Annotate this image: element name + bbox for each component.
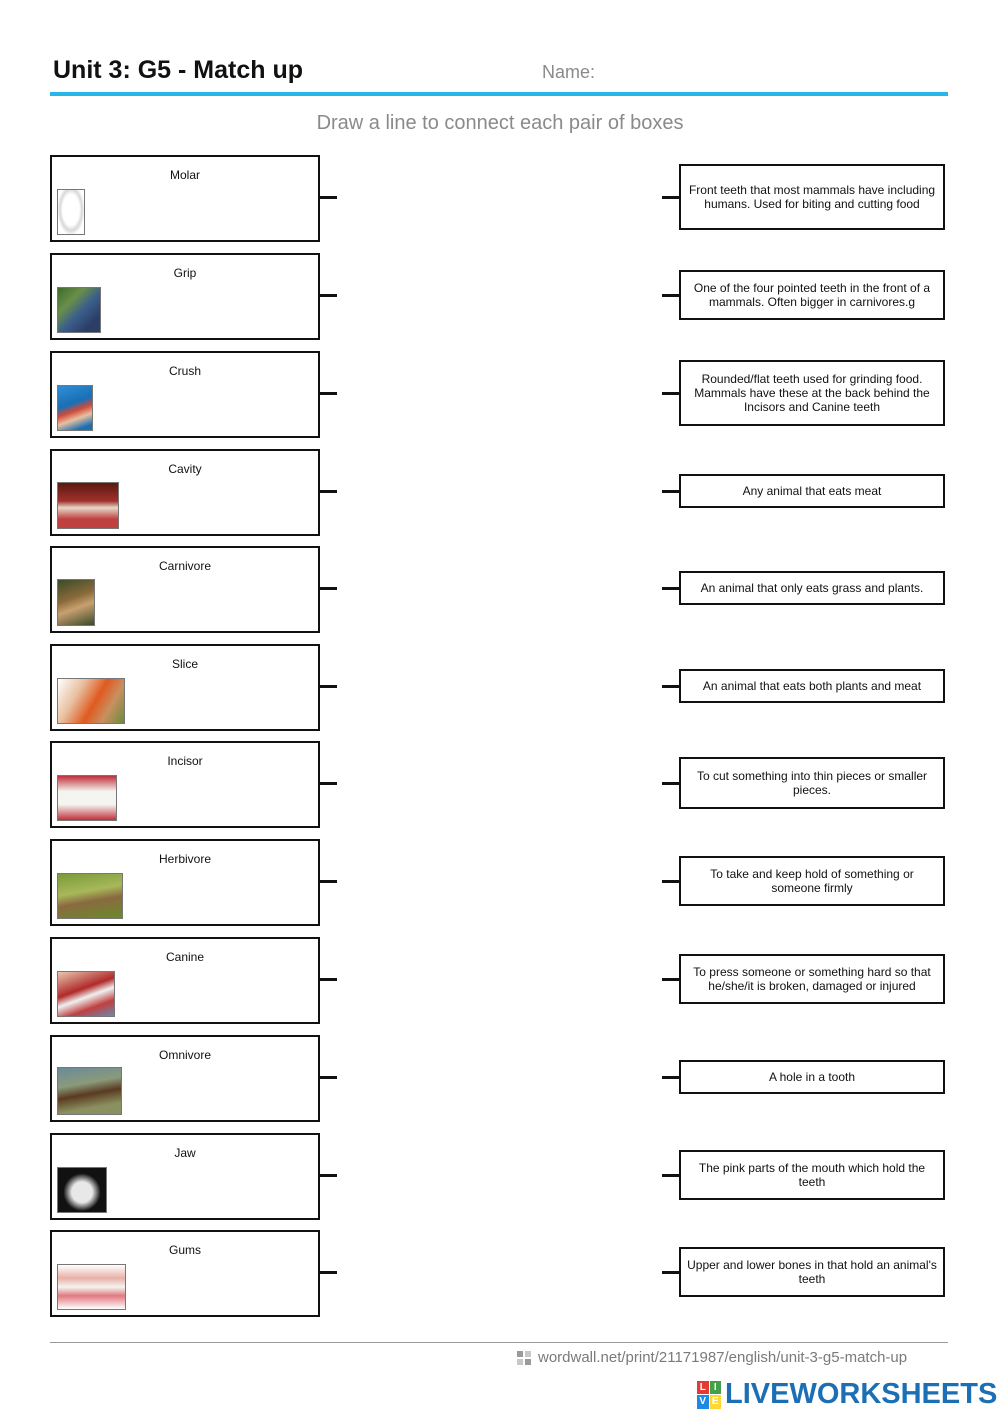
definition-connector-dot[interactable] xyxy=(662,392,680,395)
definition-text: To cut something into thin pieces or smaller pieces. xyxy=(696,769,928,797)
footer-link[interactable] xyxy=(516,1349,907,1366)
term-connector-dot[interactable] xyxy=(319,587,337,590)
liveworksheets-logo[interactable] xyxy=(697,1378,997,1411)
definition-box[interactable] xyxy=(679,954,945,1004)
crushed-can-image xyxy=(57,385,93,431)
term-box[interactable] xyxy=(50,644,320,731)
term-connector-dot[interactable] xyxy=(319,294,337,297)
term-label: Carnivore xyxy=(158,559,212,573)
term-label: Incisor xyxy=(167,754,203,768)
fang-teeth-image xyxy=(57,971,115,1017)
term-connector-dot[interactable] xyxy=(319,1271,337,1274)
term-connector-dot[interactable] xyxy=(319,1174,337,1177)
match-row xyxy=(0,155,1000,241)
definition-box[interactable] xyxy=(679,474,945,508)
logo-mark-letter: I xyxy=(710,1381,722,1395)
term-label: Gums xyxy=(168,1243,201,1257)
molar-tooth-image xyxy=(57,189,85,235)
jawbone-image xyxy=(57,1167,107,1213)
term-box[interactable] xyxy=(50,839,320,926)
definition-text: A hole in a tooth xyxy=(768,1070,856,1084)
match-row xyxy=(0,1230,1000,1316)
match-row xyxy=(0,546,1000,632)
term-connector-dot[interactable] xyxy=(319,978,337,981)
match-row xyxy=(0,351,1000,437)
term-label: Cavity xyxy=(168,462,202,476)
definition-text: One of the four pointed teeth in the front of a mammals. Often bigger in carnivores.g xyxy=(693,281,931,309)
term-box[interactable] xyxy=(50,1133,320,1220)
term-box[interactable] xyxy=(50,449,320,536)
term-connector-dot[interactable] xyxy=(319,880,337,883)
footer-rule xyxy=(50,1342,948,1343)
definition-box[interactable] xyxy=(679,164,945,230)
definition-connector-dot[interactable] xyxy=(662,685,680,688)
worksheet-title: Unit 3: G5 - Match up xyxy=(53,56,303,84)
logo-mark-letter: V xyxy=(697,1395,709,1409)
definition-connector-dot[interactable] xyxy=(662,880,680,883)
definition-connector-dot[interactable] xyxy=(662,294,680,297)
term-label: Herbivore xyxy=(158,852,212,866)
term-connector-dot[interactable] xyxy=(319,685,337,688)
term-connector-dot[interactable] xyxy=(319,392,337,395)
definition-box[interactable] xyxy=(679,571,945,605)
term-box[interactable] xyxy=(50,155,320,242)
term-box[interactable] xyxy=(50,741,320,828)
title-rule xyxy=(50,92,948,96)
definition-connector-dot[interactable] xyxy=(662,1174,680,1177)
match-row xyxy=(0,644,1000,730)
definition-text: Any animal that eats meat xyxy=(742,484,882,498)
gums-smile-image xyxy=(57,1264,126,1310)
definition-connector-dot[interactable] xyxy=(662,587,680,590)
term-box[interactable] xyxy=(50,351,320,438)
definition-text: To take and keep hold of something or someone firmly xyxy=(710,867,914,895)
definition-box[interactable] xyxy=(679,1060,945,1094)
slicing-vegetables-image xyxy=(57,678,125,724)
match-row xyxy=(0,253,1000,339)
match-row xyxy=(0,1133,1000,1219)
footer-url-text: wordwall.net/print/21171987/english/unit-3-g5-match-up xyxy=(538,1349,908,1366)
term-box[interactable] xyxy=(50,1035,320,1122)
term-label: Grip xyxy=(173,266,197,280)
instructions: Draw a line to connect each pair of boxes xyxy=(316,112,684,134)
definition-text: Front teeth that most mammals have including humans. Used for biting and cutting food xyxy=(688,183,936,211)
definition-box[interactable] xyxy=(679,270,945,320)
rabbit-image xyxy=(57,873,123,919)
term-label: Canine xyxy=(165,950,205,964)
match-row xyxy=(0,937,1000,1023)
term-label: Slice xyxy=(171,657,198,671)
lion-image xyxy=(57,579,95,626)
definition-text: An animal that eats both plants and meat xyxy=(702,679,922,693)
term-box[interactable] xyxy=(50,937,320,1024)
term-box[interactable] xyxy=(50,253,320,340)
term-connector-dot[interactable] xyxy=(319,1076,337,1079)
definition-connector-dot[interactable] xyxy=(662,1076,680,1079)
definition-connector-dot[interactable] xyxy=(662,196,680,199)
term-label: Omnivore xyxy=(158,1048,211,1062)
definition-box[interactable] xyxy=(679,1247,945,1297)
definition-box[interactable] xyxy=(679,360,945,426)
term-label: Jaw xyxy=(174,1146,196,1160)
definition-text: To press someone or something hard so that he/she/it is broken, damaged or injured xyxy=(693,965,931,993)
wordwall-grid-icon xyxy=(516,1350,532,1366)
definition-connector-dot[interactable] xyxy=(662,782,680,785)
definition-box[interactable] xyxy=(679,757,945,809)
definition-box[interactable] xyxy=(679,1150,945,1200)
term-box[interactable] xyxy=(50,546,320,633)
definition-box[interactable] xyxy=(679,669,945,703)
liveworksheets-logo-text: LIVEWORKSHEETS xyxy=(725,1378,998,1410)
definition-box[interactable] xyxy=(679,856,945,906)
match-row xyxy=(0,449,1000,535)
definition-connector-dot[interactable] xyxy=(662,978,680,981)
bear-image xyxy=(57,1067,122,1115)
term-label: Crush xyxy=(168,364,201,378)
front-teeth-image xyxy=(57,775,117,821)
liveworksheets-mark-icon xyxy=(697,1381,721,1409)
definition-text: Upper and lower bones in that hold an animal's teeth xyxy=(687,1258,937,1286)
definition-connector-dot[interactable] xyxy=(662,1271,680,1274)
term-box[interactable] xyxy=(50,1230,320,1317)
tooth-cavity-image xyxy=(57,482,119,529)
logo-mark-letter: L xyxy=(697,1381,709,1395)
match-row xyxy=(0,1035,1000,1121)
definition-text: The pink parts of the mouth which hold the teeth xyxy=(698,1161,926,1189)
match-row xyxy=(0,741,1000,827)
term-connector-dot[interactable] xyxy=(319,782,337,785)
name-label: Name: xyxy=(542,62,596,82)
logo-mark-letter: E xyxy=(710,1395,722,1409)
term-connector-dot[interactable] xyxy=(319,196,337,199)
definition-text: Rounded/flat teeth used for grinding food. Mammals have these at the back behind the Incisors and Canine teeth xyxy=(694,372,930,414)
gripping-hand-image xyxy=(57,287,101,333)
term-connector-dot[interactable] xyxy=(319,490,337,493)
match-row xyxy=(0,839,1000,925)
definition-text: An animal that only eats grass and plants. xyxy=(700,581,924,595)
definition-connector-dot[interactable] xyxy=(662,490,680,493)
term-label: Molar xyxy=(169,168,200,182)
